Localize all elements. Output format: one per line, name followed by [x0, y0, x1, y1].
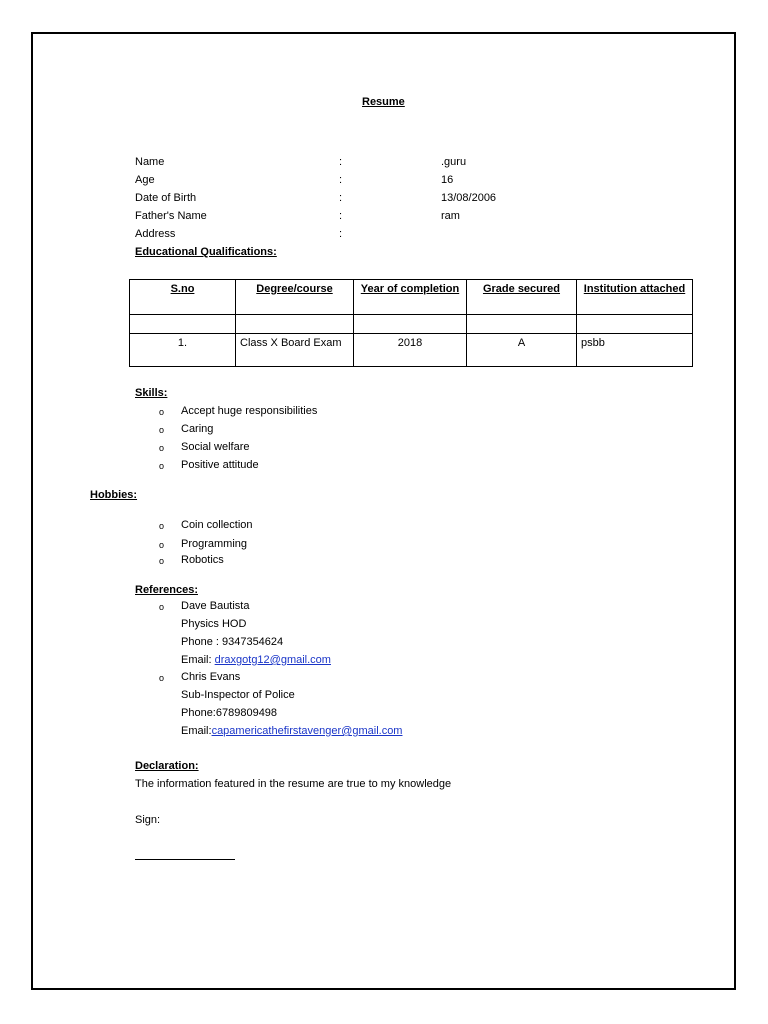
email-link[interactable]: draxgotg12@gmail.com	[214, 654, 331, 666]
father-name-label: Father's Name	[135, 210, 207, 222]
skill-item: Positive attitude	[181, 459, 259, 471]
name-separator: :	[339, 156, 343, 168]
email-label: Email:	[181, 654, 215, 666]
cell-institution: psbb	[577, 334, 693, 367]
cell-sno: 1.	[130, 334, 236, 367]
bullet-icon: o	[159, 521, 165, 531]
cell-year: 2018	[354, 334, 467, 367]
dob-label: Date of Birth	[135, 192, 197, 204]
bullet-icon: o	[159, 461, 165, 471]
cell-course: Class X Board Exam	[236, 334, 354, 367]
header-institution: Institution attached	[577, 280, 693, 315]
references-heading: References:	[135, 584, 198, 596]
dob-value: 13/08/2006	[441, 192, 497, 204]
declaration-text: The information featured in the resume are true to my knowledge	[135, 778, 452, 790]
reference-email-row	[181, 653, 331, 667]
education-heading: Educational Qualifications:	[135, 246, 277, 258]
skill-item: Caring	[181, 423, 214, 435]
bullet-icon: o	[159, 602, 165, 612]
header-grade: Grade secured	[467, 280, 577, 315]
email-label: Email:	[181, 725, 212, 737]
bullet-icon: o	[159, 556, 165, 566]
address-label: Address	[135, 228, 176, 240]
table-row	[130, 334, 693, 367]
skill-item: Accept huge responsibilities	[181, 405, 318, 417]
name-value: .guru	[441, 156, 467, 168]
bullet-icon: o	[159, 540, 165, 550]
bullet-icon: o	[159, 673, 165, 683]
father-name-separator: :	[339, 210, 343, 222]
hobby-item: Programming	[181, 538, 248, 550]
age-value: 16	[441, 174, 454, 186]
bullet-icon: o	[159, 425, 165, 435]
skill-item: Social welfare	[181, 441, 250, 453]
hobby-item: Robotics	[181, 554, 224, 566]
bullet-icon: o	[159, 407, 165, 417]
email-link[interactable]: capamericathefirstavenger@gmail.com	[211, 725, 403, 737]
signature-line	[135, 859, 235, 860]
table-row-empty	[130, 315, 693, 334]
age-separator: :	[339, 174, 343, 186]
header-sno: S.no	[130, 280, 236, 315]
reference-title: Physics HOD	[181, 618, 247, 630]
education-table	[129, 279, 693, 367]
reference-email-row	[181, 724, 402, 738]
age-label: Age	[135, 174, 155, 186]
bullet-icon: o	[159, 443, 165, 453]
skills-heading: Skills:	[135, 387, 168, 399]
page-title: Resume	[362, 96, 405, 108]
header-course: Degree/course	[236, 280, 354, 315]
reference-phone: Phone : 9347354624	[181, 636, 284, 648]
hobby-item: Coin collection	[181, 519, 253, 531]
reference-name: Chris Evans	[181, 671, 241, 683]
hobbies-heading: Hobbies:	[90, 489, 138, 501]
name-label: Name	[135, 156, 165, 168]
address-separator: :	[339, 228, 343, 240]
sign-label: Sign:	[135, 814, 161, 826]
cell-grade: A	[467, 334, 577, 367]
reference-phone: Phone:6789809498	[181, 707, 278, 719]
reference-title: Sub-Inspector of Police	[181, 689, 295, 701]
reference-name: Dave Bautista	[181, 600, 250, 612]
father-name-value: ram	[441, 210, 460, 222]
dob-separator: :	[339, 192, 343, 204]
table-header-row	[130, 280, 693, 315]
header-year: Year of completion	[354, 280, 467, 315]
declaration-heading: Declaration:	[135, 760, 199, 772]
